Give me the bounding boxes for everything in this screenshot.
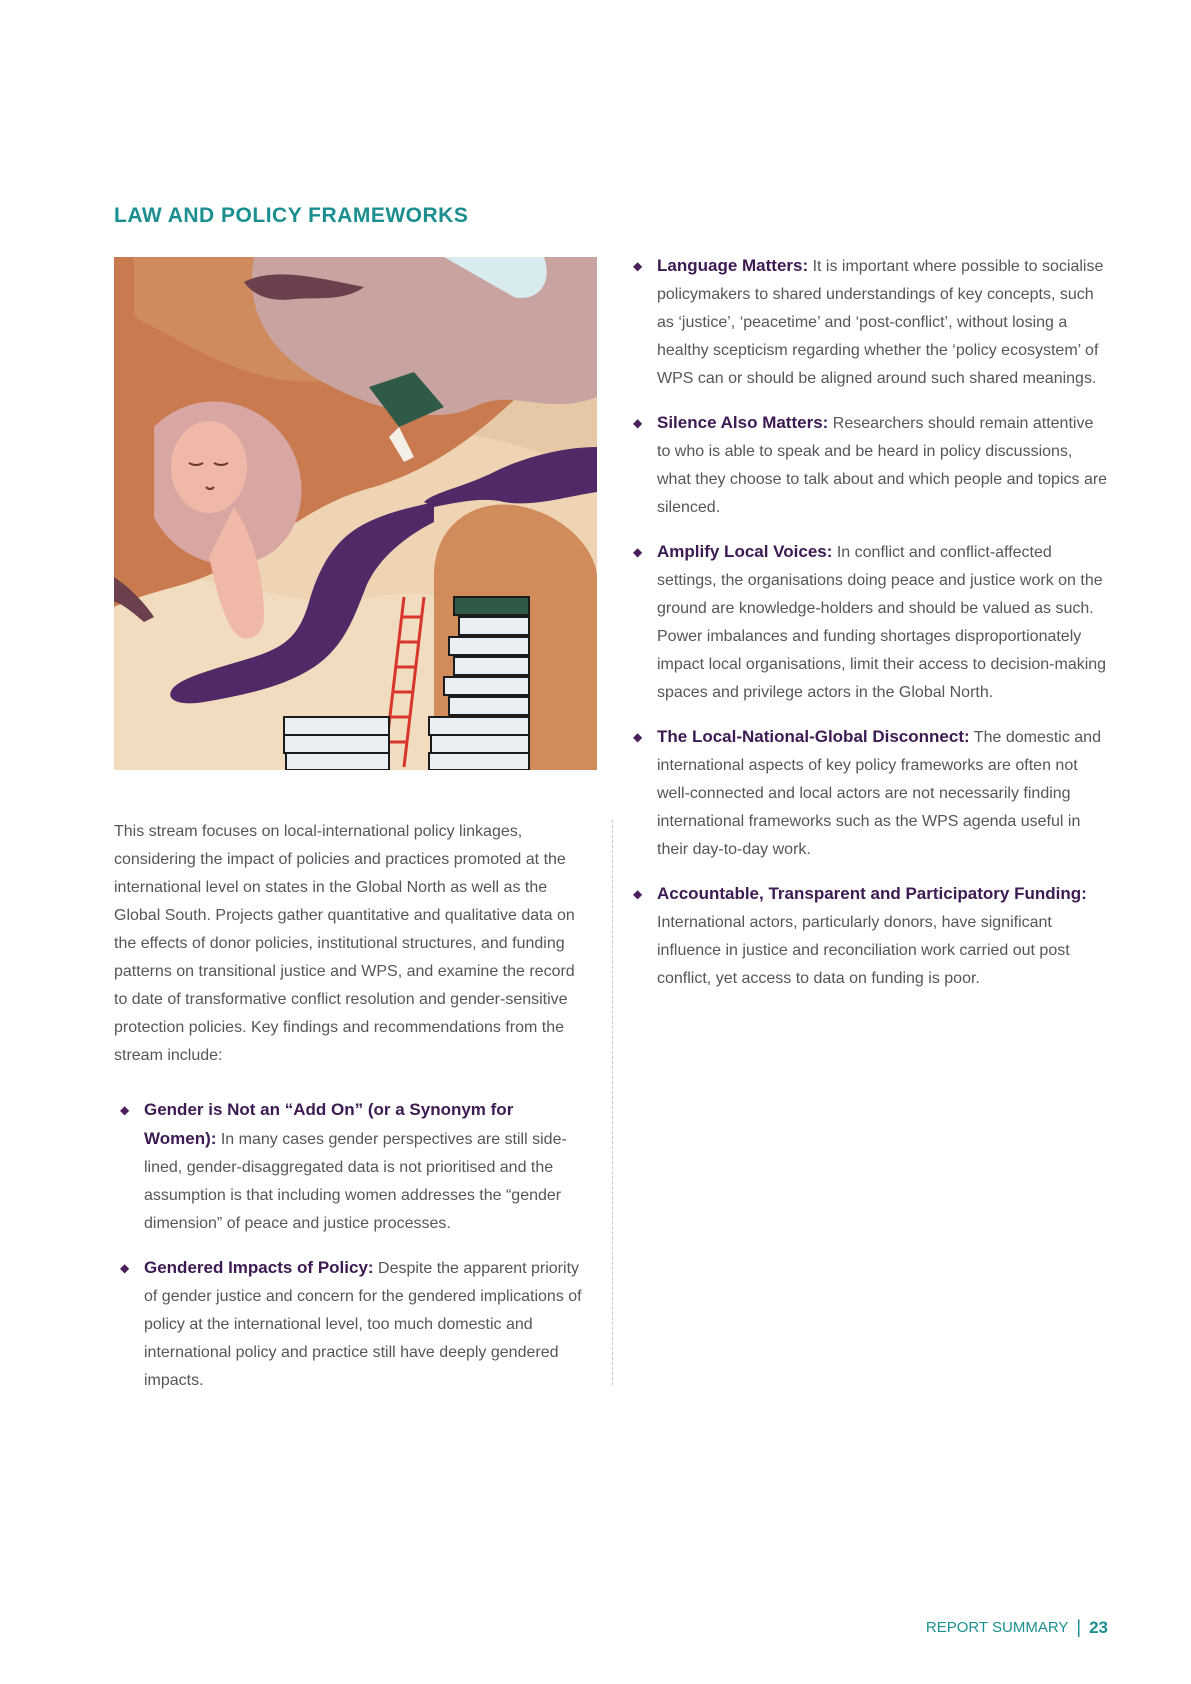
footer-separator: | [1076, 1617, 1082, 1637]
left-bullet-list [114, 1096, 589, 1395]
diamond-bullet-icon: ◆ [633, 416, 643, 430]
left-column [114, 818, 589, 1411]
diamond-bullet-icon: ◆ [633, 259, 643, 273]
list-item [120, 1096, 589, 1238]
page-number: 23 [1089, 1617, 1108, 1637]
diamond-bullet-icon: ◆ [633, 887, 643, 901]
page-title: LAW AND POLICY FRAMEWORKS [114, 204, 469, 227]
right-column [633, 252, 1108, 1009]
bullet-text: The domestic and international aspects of key policy frameworks are often not well-connected and local actors are not necessarily finding international frameworks such as the WPS agenda useful in their day-to-day work. [657, 729, 1101, 858]
bullet-text: In many cases gender perspectives are still side-lined, gender-disaggregated data is not prioritised and the assumption is that including women addresses the “gender dimension” of peace and justice processes. [144, 1131, 567, 1232]
diamond-bullet-icon: ◆ [120, 1103, 130, 1117]
right-bullet-list [633, 252, 1108, 993]
page-footer [926, 1617, 1108, 1638]
list-item [633, 409, 1108, 522]
intro-paragraph: This stream focuses on local-international policy linkages, considering the impact of policies and practices promoted at the international level on states in the Global North as well as the Global South. Projects gather quantitative and qualitative data on the effects of donor policies, institutional structures, and funding patterns on transitional justice and WPS, and examine the record to date of transformative conflict resolution and gender-sensitive protection policies. Key findings and recommendations from the stream include: [114, 823, 575, 1064]
bullet-text: Despite the apparent priority of gender justice and concern for the gendered implications of policy at the international level, too much domestic and international policy and practice still have deeply gendered impacts. [144, 1260, 582, 1389]
bullet-heading: The Local-National-Global Disconnect: [657, 727, 970, 746]
bullet-text: International actors, particularly donors, have significant influence in justice and reconciliation work carried out post conflict, yet access to data on funding is poor. [657, 914, 1070, 987]
diamond-bullet-icon: ◆ [633, 545, 643, 559]
diamond-bullet-icon: ◆ [120, 1261, 130, 1275]
bullet-text: Researchers should remain attentive to who is able to speak and be heard in policy discussions, what they choose to talk about and which people and topics are silenced. [657, 415, 1108, 516]
bullet-heading: Accountable, Transparent and Participatory Funding: [657, 884, 1087, 903]
diamond-bullet-icon: ◆ [633, 730, 643, 744]
bullet-text: It is important where possible to socialise policymakers to shared understandings of key concepts, such as ‘justice’, ‘peacetime’ and ‘post-conflict’, without losing a healthy scepticism regarding whether the ‘policy ecosystem’ of WPS can or should be aligned around such shared meanings. [657, 258, 1104, 387]
list-item [120, 1254, 589, 1395]
bullet-heading: Gender is Not an “Add On” (or a Synonym for Women): [144, 1100, 514, 1148]
list-item [633, 880, 1108, 993]
bullet-heading: Silence Also Matters: [657, 413, 829, 432]
bullet-heading: Gendered Impacts of Policy: [144, 1258, 374, 1277]
bullet-text: In conflict and conflict-affected settings, the organisations doing peace and justice work on the ground are knowledge-holders and should be valued as such. Power imbalances and funding shortages disproportionately impact local organisations, limit their access to decision-making spaces and privilege actors in the Global North. [657, 544, 1107, 701]
column-divider [612, 820, 613, 1385]
footer-section-label: REPORT SUMMARY [925, 1619, 1069, 1636]
list-item [633, 723, 1108, 864]
list-item [633, 252, 1108, 393]
bullet-heading: Amplify Local Voices: [657, 542, 833, 561]
cover-illustration [114, 257, 597, 770]
bullet-heading: Language Matters: [657, 256, 809, 275]
list-item [633, 538, 1108, 707]
